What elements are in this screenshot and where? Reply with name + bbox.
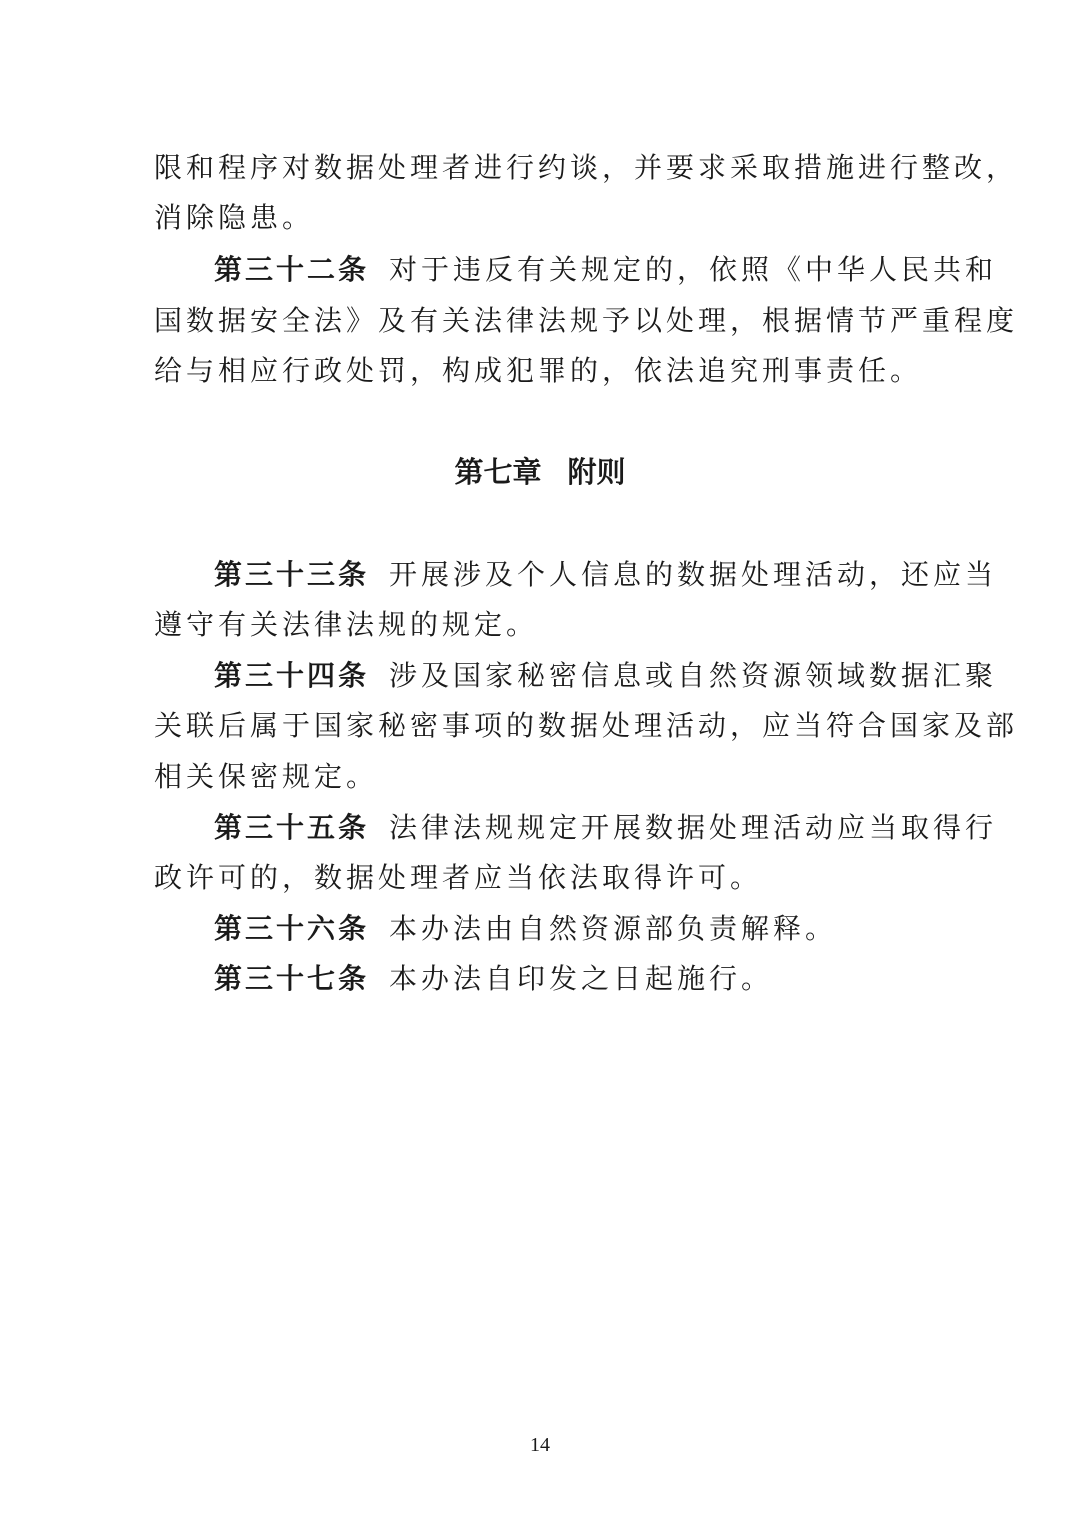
article-36-text-1: 本办法由自然资源部负责解释。 xyxy=(389,912,838,945)
article-31-continuation-line-1: 限和程序对数据处理者进行约谈，并要求采取措施进行整改， xyxy=(154,151,1019,184)
article-32-label: 第三十二条 xyxy=(214,253,370,286)
article-34-line-1 xyxy=(214,656,998,696)
article-34-line-3: 相关保密规定。 xyxy=(154,760,379,793)
article-34-line-2: 关联后属于国家秘密事项的数据处理活动，应当符合国家及部 xyxy=(154,709,1019,742)
article-33-line-2: 遵守有关法律法规的规定。 xyxy=(154,608,539,641)
article-37-line-1 xyxy=(214,959,944,999)
article-36-label: 第三十六条 xyxy=(214,912,370,945)
article-33-line-1 xyxy=(214,555,998,595)
article-37-text-1: 本办法自印发之日起施行。 xyxy=(389,962,774,995)
article-34-text-1: 涉及国家秘密信息或自然资源领域数据汇聚 xyxy=(389,659,998,692)
article-31-continuation-line-2: 消除隐患。 xyxy=(154,201,315,234)
article-35-text-1: 法律法规规定开展数据处理活动应当取得行 xyxy=(389,811,998,844)
article-33-label: 第三十三条 xyxy=(214,558,370,591)
article-32-line-3: 给与相应行政处罚，构成犯罪的，依法追究刑事责任。 xyxy=(154,354,923,387)
chapter-number: 第七章 xyxy=(454,455,542,489)
article-36-line-1 xyxy=(214,909,944,949)
article-32-line-2: 国数据安全法》及有关法律法规予以处理，根据情节严重程度 xyxy=(154,304,1019,337)
page-number: 14 xyxy=(530,1434,550,1456)
article-34-label: 第三十四条 xyxy=(214,659,370,692)
article-37-label: 第三十七条 xyxy=(214,962,370,995)
article-33-text-1: 开展涉及个人信息的数据处理活动，还应当 xyxy=(389,558,998,591)
chapter-heading xyxy=(0,452,1080,492)
chapter-title: 附则 xyxy=(567,455,626,489)
article-32-text-1: 对于违反有关规定的，依照《中华人民共和 xyxy=(389,253,998,286)
article-35-line-2: 政许可的，数据处理者应当依法取得许可。 xyxy=(154,861,763,894)
article-35-label: 第三十五条 xyxy=(214,811,370,844)
article-35-line-1 xyxy=(214,808,998,848)
article-32-line-1 xyxy=(214,250,998,290)
